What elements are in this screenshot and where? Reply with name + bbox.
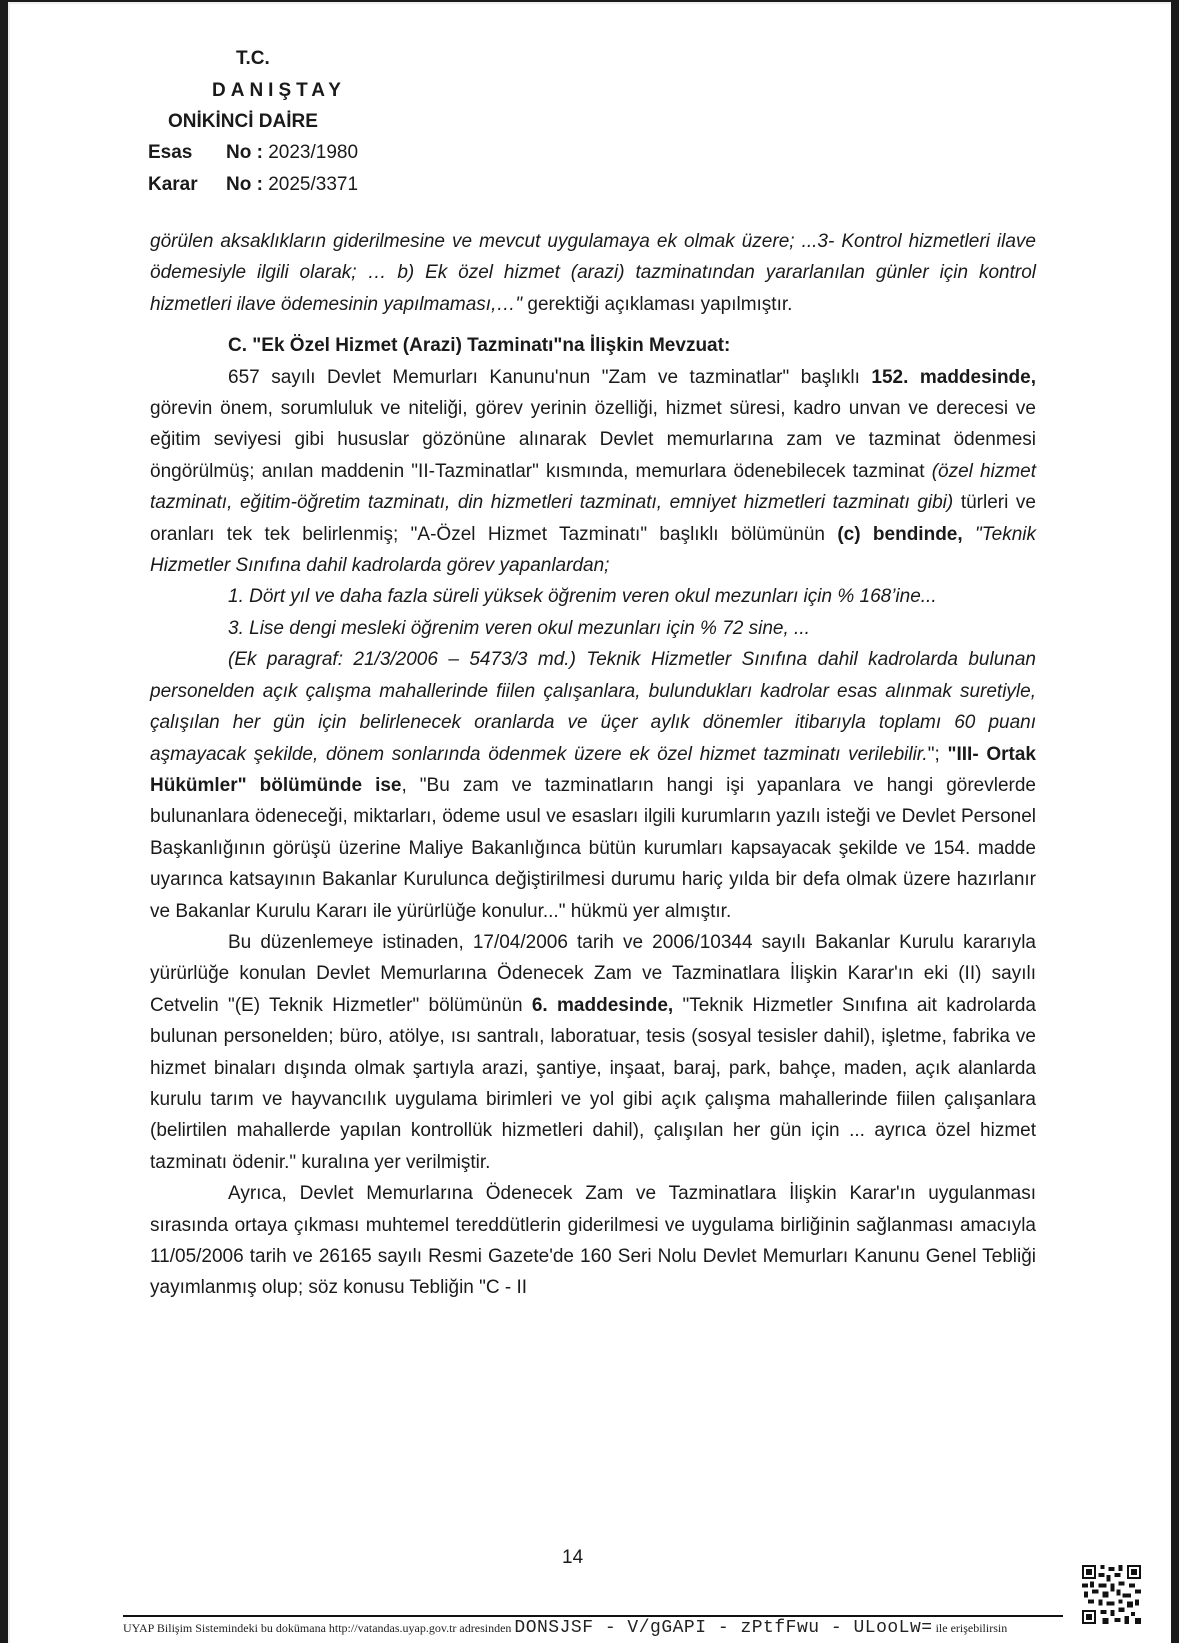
italic-text: "Teknik Hizmetler Sınıfına dahil kadrolarda görev yapanlardan; [150, 523, 1036, 577]
paragraph-text: "Teknik Hizmetler Sınıfına ait kadrolarda bulunan personelden; büro, atölye, ısı santralı, laboratuar, tesis (sosyal tesisler dahil), işletme, fabrika ve hizmet binaları dışında olmak şartıyla arazi, şantiye, inşaat, baraj, park, bahçe, maden, açık alanlarda kurulu tarım ve hayvancılık uygulama birimleri ve yol gibi açık çalışma mahallerinde fiilen çalışanlara (belirtilen mahallerde yapılan kontrollük hizmetleri dahil), çalışılan her gün için ... ayrıca özel hizmet tazminatı ödenir." kuralına yer verilmiştir. [150, 994, 1036, 1173]
esas-no-label: No : [226, 142, 263, 163]
paragraph-text: 657 sayılı Devlet Memurları Kanunu'nun "Zam ve tazminatlar" başlıklı [228, 366, 872, 388]
paragraph-bakanlar-kurulu [150, 927, 1036, 1178]
footer-notice-prefix: UYAP Bilişim Sistemindeki bu dokümana http://vatandas.uyap.gov.tr adresinden [123, 1621, 515, 1635]
paragraph-text: türleri ve oranları tek tek belirlenmiş; "A-Özel Hizmet Tazminatı" başlıklı bölümünün [150, 492, 1036, 545]
italic-text: (özel hizmet tazminatı, eğitim-öğretim tazminatı, din hizmetleri tazminatı, emniyet hizmetleri tazminatı gibi) [150, 460, 1037, 514]
quoted-text: görülen aksaklıkların giderilmesine ve mevcut uygulamaya ek olmak üzere; ...3- Kontrol hizmetleri ilave ödemesiyle ilgili olarak; … b) Ek özel hizmet (arazi) tazminatından yararlanılan günler için kontrol hizmetleri ilave ödemesinin yapılmaması,…" [150, 231, 1036, 315]
karar-label: Karar [148, 174, 198, 195]
list-item-1: 1. Dört yıl ve daha fazla süreli yüksek öğrenim veren okul mezunları için % 168’ine... [228, 586, 937, 608]
footer-divider [123, 1615, 1063, 1617]
paragraph-text: görevin önem, sorumluluk ve niteliği, görev yerinin özelliği, hizmet süresi, kadro unvan ve derecesi ve eğitim seviyesi gibi hususlar gözönüne alınarak Devlet memurlarına zam ve tazminat ödenmesi öngörülmüş; anılan maddenin "II-Tazminatlar" kısmında, memurlara ödenebilecek tazminat [150, 398, 1036, 482]
qr-code-icon [1082, 1565, 1141, 1624]
italic-text: (Ek paragraf: 21/3/2006 – 5473/3 md.) Teknik Hizmetler Sınıfına dahil kadrolarda bulunan personelden açık çalışma mahallerinde fiilen çalışanlara, bulundukları kadrolar esas alınmak suretiyle, çalışılan her gün için belirlenecek oranlarda ve üçer aylık dönemler itibarıyla toplamı 60 puanı aşmayacak şekilde, dönem sonlarında ödenmek üzere ek özel hizmet tazminatı verilebilir. [150, 649, 1036, 765]
footer-notice-suffix: ile erişebilirsin [932, 1621, 1008, 1635]
paragraph-text: Bu düzenlemeye istinaden, 17/04/2006 tarih ve 2006/10344 sayılı Bakanlar Kurulu kararıyla yürürlüğe konulan Devlet Memurlarına Ödenecek Zam ve Tazminatlara İlişkin Karar'ın eki (II) sayılı Cetvelin "(E) Teknik Hizmetler" bölümünün [150, 931, 1036, 1016]
document-body [150, 226, 1036, 1304]
bold-text: (c) bendinde, [837, 523, 963, 545]
bold-text: 6. maddesinde, [531, 994, 674, 1016]
section-heading-text: C. "Ek Özel Hizmet (Arazi) Tazminatı"na İlişkin Mevzuat: [228, 335, 731, 357]
header-court: DANIŞTAY [212, 80, 346, 101]
bold-text: "III- Ortak Hükümler" bölümünde ise [150, 743, 1036, 796]
header-chamber: ONİKİNCİ DAİRE [168, 111, 318, 132]
karar-no-label: No : [226, 174, 263, 195]
esas-number-row [148, 141, 358, 165]
footer-notice [123, 1618, 1123, 1638]
paragraph-text: "; [927, 743, 948, 765]
header-tc: T.C. [236, 48, 270, 69]
esas-label: Esas [148, 142, 193, 163]
list-item-3: 3. Lise dengi mesleki öğrenim veren okul mezunları için % 72 sine, ... [228, 617, 810, 639]
esas-number: 2023/1980 [268, 142, 359, 163]
paragraph-teblig: Ayrıca, Devlet Memurlarına Ödenecek Zam ve Tazminatlara İlişkin Karar'ın uygulanması sırasında ortaya çıkması muhtemel tereddütlerin giderilmesi ve uygulama birliğinin sağlanması amacıyla 11/05/2006 tarih ve 26165 sayılı Resmi Gazete'de 160 Seri Nolu Devlet Memurları Kanunu Genel Tebliği yayımlanmış olup; söz konusu Tebliğin "C - II [150, 1183, 1036, 1299]
paragraph-657 [150, 362, 1036, 582]
section-heading [150, 330, 1036, 361]
page-number: 14 [562, 1547, 584, 1568]
document-page [8, 2, 1171, 1643]
paragraph-continuation [150, 226, 1036, 320]
paragraph-ek-paragraf [150, 644, 1036, 927]
karar-number: 2025/3371 [268, 174, 359, 195]
bold-text: 152. maddesinde, [871, 366, 1036, 388]
paragraph-text: gerektiği açıklaması yapılmıştır. [522, 293, 793, 315]
karar-number-row [148, 173, 358, 197]
paragraph-text: , "Bu zam ve tazminatların hangi işi yapanlara ve hangi görevlerde bulunanlara ödeneceği, miktarları, ödeme usul ve esasları ilgili kurumların yazılı isteği ve Devlet Personel Başkanlığının görüşü üzerine Maliye Bakanlığınca bütün kurumları kapsayacak şekilde ve 154. madde uyarınca katsayının Bakanlar Kurulunca değiştirilmesi durumu hariç yılda bir defa olmak üzere hazırlanır ve Bakanlar Kurulu Kararı ile yürürlüğe konulur..." hükmü yer almıştır. [150, 774, 1036, 922]
access-code: DONSJSF - V/gGAPI - zPtfFwu - ULooLw= [514, 1618, 933, 1638]
